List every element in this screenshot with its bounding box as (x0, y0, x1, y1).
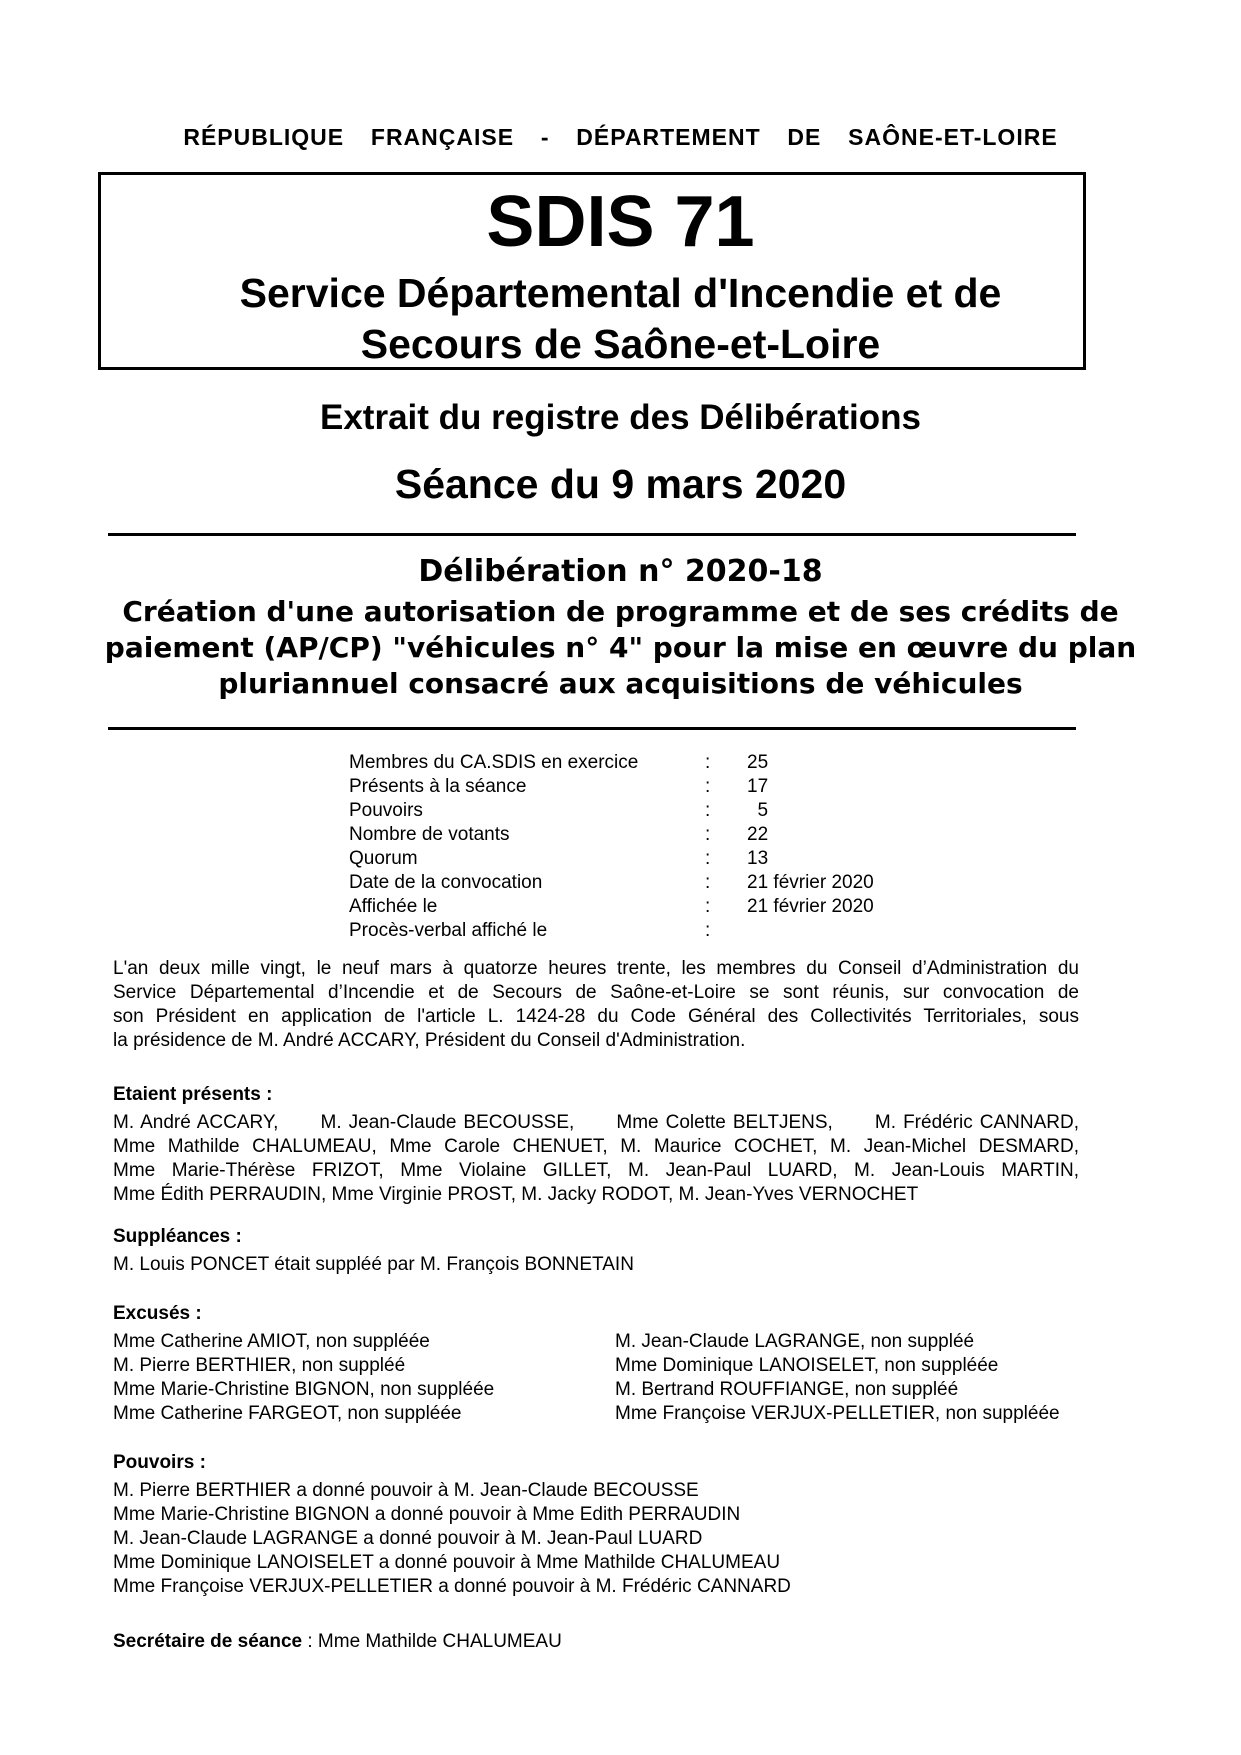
suppleances-line: M. Louis PONCET était suppléé par M. François BONNETAIN (113, 1254, 634, 1275)
excuses-row (113, 1378, 1079, 1402)
stat-label: Date de la convocation (349, 872, 543, 893)
stat-value: 17 (747, 776, 769, 797)
excuse-left: Mme Marie-Christine BIGNON, non suppléée (113, 1379, 495, 1400)
stat-value: 21 février 2020 (747, 896, 874, 917)
pouvoir-line: Mme Françoise VERJUX-PELLETIER a donné pouvoir à M. Frédéric CANNARD (113, 1576, 791, 1597)
pouvoir-line: M. Jean-Claude LAGRANGE a donné pouvoir à M. Jean-Paul LUARD (113, 1528, 703, 1549)
excuses-section (113, 1302, 1079, 1426)
stat-row (349, 871, 909, 895)
presents-line: Mme Édith PERRAUDIN, Mme Virginie PROST, M. Jacky RODOT, M. Jean-Yves VERNOCHET (113, 1184, 919, 1205)
stat-row (349, 919, 909, 943)
stat-value: 5 (747, 800, 769, 821)
excuse-right: Mme Dominique LANOISELET, non suppléée (615, 1355, 999, 1376)
suppleances-section (113, 1225, 1079, 1277)
secretaire-value: : Mme Mathilde CHALUMEAU (302, 1631, 562, 1652)
pouvoirs-section (113, 1451, 1079, 1599)
excuse-right: M. Bertrand ROUFFIANGE, non suppléé (615, 1379, 959, 1400)
stat-label: Nombre de votants (349, 824, 510, 845)
stat-colon: : (705, 824, 711, 845)
excuse-right: M. Jean-Claude LAGRANGE, non suppléé (615, 1331, 975, 1352)
excuses-heading: Excusés : (113, 1303, 202, 1324)
excuse-right: Mme Françoise VERJUX-PELLETIER, non suppléée (615, 1403, 1060, 1424)
presents-line: M. André ACCARY, M. Jean-Claude BECOUSSE, Mme Colette BELTJENS, M. Frédéric CANNARD, (113, 1112, 1079, 1133)
pouvoir-line: Mme Dominique LANOISELET a donné pouvoir à Mme Mathilde CHALUMEAU (113, 1552, 781, 1573)
stat-value: 25 (747, 752, 769, 773)
stat-row (349, 847, 909, 871)
stat-colon: : (705, 752, 711, 773)
excuse-left: M. Pierre BERTHIER, non suppléé (113, 1355, 406, 1376)
stat-value: 22 (747, 824, 769, 845)
stat-colon: : (705, 776, 711, 797)
stat-colon: : (705, 896, 711, 917)
service-name-line-2: Secours de Saône-et-Loire (360, 321, 881, 367)
pouvoir-line: M. Pierre BERTHIER a donné pouvoir à M. Jean-Claude BECOUSSE (113, 1480, 699, 1501)
secretaire-label: Secrétaire de séance (113, 1631, 303, 1652)
seance-date: Séance du 9 mars 2020 (394, 461, 847, 507)
stat-label: Membres du CA.SDIS en exercice (349, 752, 639, 773)
stat-colon: : (705, 800, 711, 821)
divider-bottom (108, 727, 1076, 730)
excuses-row (113, 1402, 1079, 1426)
stat-label: Quorum (349, 848, 418, 869)
stat-colon: : (705, 872, 711, 893)
excuses-row (113, 1354, 1079, 1378)
excuse-left: Mme Catherine AMIOT, non suppléée (113, 1331, 430, 1352)
presents-heading: Etaient présents : (113, 1084, 273, 1105)
stat-row (349, 823, 909, 847)
intro-line: la présidence de M. André ACCARY, Président du Conseil d'Administration. (113, 1030, 746, 1051)
presents-line: Mme Mathilde CHALUMEAU, Mme Carole CHENUET, M. Maurice COCHET, M. Jean-Michel DESMARD, (113, 1136, 1079, 1157)
divider-top (108, 533, 1076, 536)
deliberation-title-line: Création d'une autorisation de programme et de ses crédits de (122, 595, 1119, 628)
pouvoirs-heading: Pouvoirs : (113, 1452, 206, 1473)
excuses-row (113, 1330, 1079, 1354)
stat-label: Affichée le (349, 896, 438, 917)
service-name-line-1: Service Départemental d'Incendie et de (239, 270, 1002, 316)
deliberation-title (0, 594, 1241, 702)
republique-header: RÉPUBLIQUE FRANÇAISE - DÉPARTEMENT DE SAÔNE-ET-LOIRE (183, 124, 1058, 150)
sdis-title: SDIS 71 (486, 182, 755, 262)
deliberation-number: Délibération n° 2020-18 (418, 554, 823, 589)
intro-line: son Président en application de l'article L. 1424-28 du Code Général des Collectivités Territoriales, sous (113, 1006, 1079, 1027)
service-name (0, 268, 1241, 370)
stat-row (349, 895, 909, 919)
extrait-heading: Extrait du registre des Délibérations (319, 398, 921, 437)
presents-line: Mme Marie-Thérèse FRIZOT, Mme Violaine GILLET, M. Jean-Paul LUARD, M. Jean-Louis MARTIN, (113, 1160, 1079, 1181)
intro-line: L'an deux mille vingt, le neuf mars à quatorze heures trente, les membres du Conseil d’Administration du (113, 958, 1079, 979)
stat-label: Procès-verbal affiché le (349, 920, 548, 941)
presents-section (113, 1083, 1079, 1207)
stat-colon: : (705, 920, 711, 941)
stat-colon: : (705, 848, 711, 869)
pouvoir-line: Mme Marie-Christine BIGNON a donné pouvoir à Mme Edith PERRAUDIN (113, 1504, 741, 1525)
deliberation-title-line: pluriannuel consacré aux acquisitions de véhicules (218, 667, 1023, 700)
stat-label: Présents à la séance (349, 776, 527, 797)
stat-row (349, 775, 909, 799)
secretaire-line (113, 1630, 1079, 1654)
stat-label: Pouvoirs (349, 800, 423, 821)
stat-row (349, 751, 909, 775)
suppleances-heading: Suppléances : (113, 1226, 242, 1247)
session-stats (349, 751, 909, 943)
excuse-left: Mme Catherine FARGEOT, non suppléée (113, 1403, 462, 1424)
intro-line: Service Départemental d’Incendie et de Secours de Saône-et-Loire se sont réunis, sur convocation de (113, 982, 1079, 1003)
stat-value: 21 février 2020 (747, 872, 874, 893)
intro-paragraph (113, 957, 1079, 1053)
deliberation-title-line: paiement (AP/CP) "véhicules n° 4" pour la mise en œuvre du plan (104, 631, 1137, 664)
stat-value: 13 (747, 848, 769, 869)
stat-row (349, 799, 909, 823)
